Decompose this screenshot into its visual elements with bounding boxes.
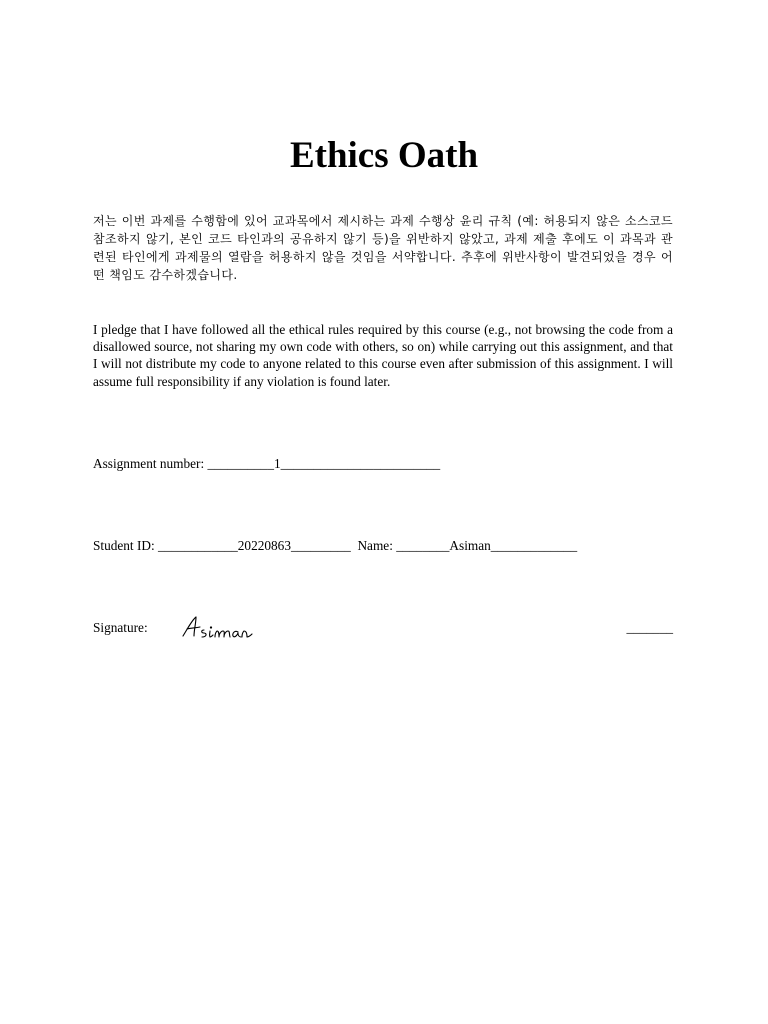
english-pledge-paragraph: I pledge that I have followed all the ethical rules required by this course (e.g., not browsing the code from a disallowed source, not sharing my own code with others, so on) while carrying out this assignment, and that I will not distribute my code to anyone related to this course even after submission of this assignment. I will assume full responsibility if any violation is found later. <box>93 322 673 389</box>
signature-label: Signature: <box>93 620 148 635</box>
signature-blank-line: _______ <box>626 620 673 635</box>
student-id-name-line: Student ID: ____________20220863_________ Name: ________Asiman_____________ <box>93 538 578 553</box>
handwritten-signature <box>179 612 259 642</box>
korean-pledge-paragraph: 저는 이번 과제를 수행함에 있어 교과목에서 제시하는 과제 수행상 윤리 규칙 (예: 허용되지 않은 소스코드 참조하지 않기, 본인 코드 타인과의 공유하지 않기 등)을 위반하지 않았고, 과제 제출 후에도 이 과목과 관련된 타인에게 과제물의 열람을 허용하지 않을 것임을 서약합니다. 추후에 위반사항이 발견되었을 경우 어떤 책임도 감수하겠습니다. <box>93 214 673 282</box>
signature-row <box>93 618 673 642</box>
document-title: Ethics Oath <box>289 135 479 176</box>
assignment-number-line: Assignment number: __________1________________________ <box>93 456 441 471</box>
